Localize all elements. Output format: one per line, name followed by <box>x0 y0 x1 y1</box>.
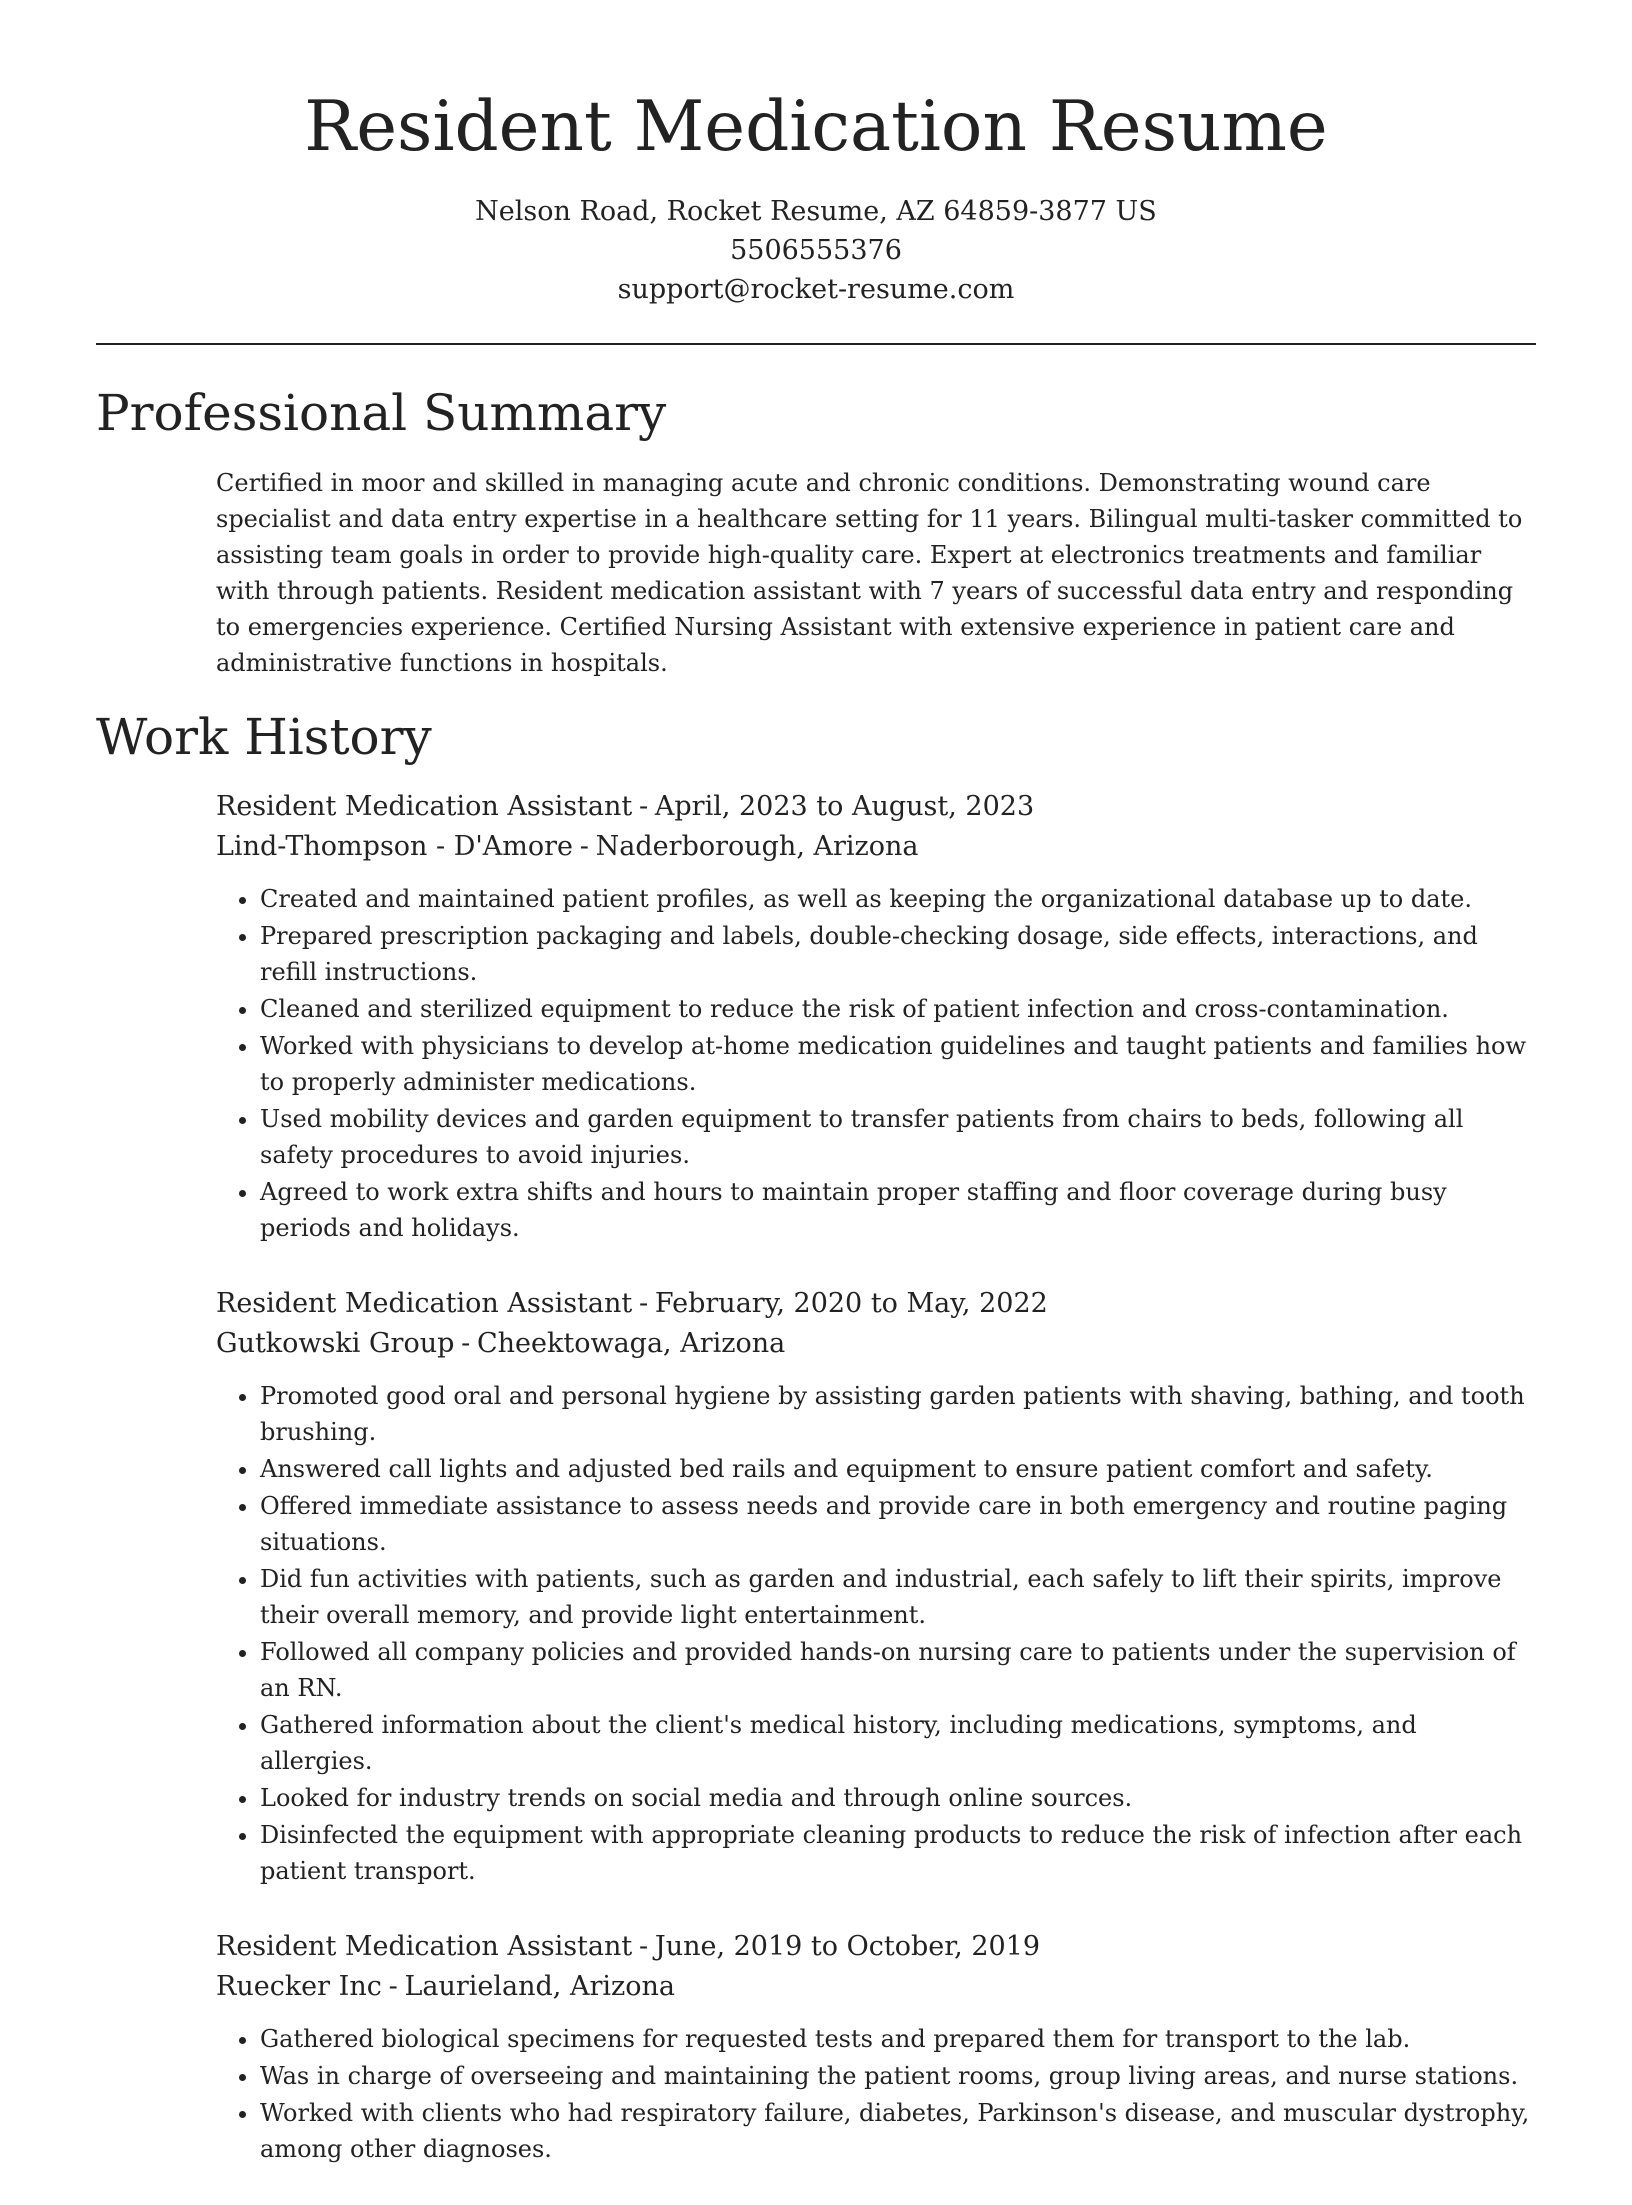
job-company-line: Gutkowski Group - Cheektowaga, Arizona <box>216 1328 786 1359</box>
job-position: Resident Medication Assistant <box>216 1931 633 1962</box>
job-bullet: • Offered immediate assistance to assess needs and provide care in both emergency and routine paging situations. <box>260 1488 1536 1560</box>
job-position: Resident Medication Assistant <box>216 1288 633 1319</box>
job-bullet: • Answered call lights and adjusted bed rails and equipment to ensure patient comfort and safety. <box>260 1451 1536 1487</box>
job-dates: June, 2019 to October, 2019 <box>654 1931 1041 1962</box>
job-company-line: Ruecker Inc - Laurieland, Arizona <box>216 1971 675 2002</box>
job-bullet: • Worked with clients who had respiratory failure, diabetes, Parkinson's disease, and muscular dystrophy, among other diagnoses. <box>260 2095 1536 2167</box>
job-entry <box>216 1284 1536 1889</box>
job-company: Lind-Thompson - D'Amore <box>216 831 574 862</box>
work-history-list <box>216 787 1536 2167</box>
job-title-line: Resident Medication Assistant - April, 2023 to August, 2023 <box>216 791 1035 822</box>
resume-page <box>96 0 1536 2205</box>
job-bullets <box>216 881 1536 1246</box>
contact-email: support@rocket-resume.com <box>617 274 1015 305</box>
job-bullet: • Gathered information about the client's medical history, including medications, symptoms, and allergies. <box>260 1707 1536 1779</box>
job-bullet: • Agreed to work extra shifts and hours to maintain proper staffing and floor coverage during busy periods and holidays. <box>260 1174 1536 1246</box>
job-location: Naderborough, Arizona <box>595 831 919 862</box>
job-title-line: Resident Medication Assistant - June, 2019 to October, 2019 <box>216 1931 1041 1962</box>
job-bullet: • Did fun activities with patients, such as garden and industrial, each safely to lift their spirits, improve their overall memory, and provide light entertainment. <box>260 1561 1536 1633</box>
job-dates: April, 2023 to August, 2023 <box>654 791 1035 822</box>
job-company: Ruecker Inc <box>216 1971 382 2002</box>
header-divider <box>96 343 1536 345</box>
job-bullets <box>216 2021 1536 2167</box>
job-bullet: • Used mobility devices and garden equipment to transfer patients from chairs to beds, following all safety procedures to avoid injuries. <box>260 1101 1536 1173</box>
job-bullets <box>216 1378 1536 1889</box>
job-bullet: • Created and maintained patient profiles, as well as keeping the organizational database up to date. <box>260 881 1536 917</box>
job-location: Laurieland, Arizona <box>404 1971 675 2002</box>
job-location: Cheektowaga, Arizona <box>477 1328 786 1359</box>
job-bullet: • Gathered biological specimens for requested tests and prepared them for transport to the lab. <box>260 2021 1536 2057</box>
job-dates: February, 2020 to May, 2022 <box>654 1288 1048 1319</box>
resume-title: Resident Medication Resume <box>304 87 1328 167</box>
job-position: Resident Medication Assistant <box>216 791 633 822</box>
job-entry <box>216 1927 1536 2167</box>
job-bullet: • Disinfected the equipment with appropriate cleaning products to reduce the risk of infection after each patient transport. <box>260 1817 1536 1889</box>
job-bullet: • Worked with physicians to develop at-home medication guidelines and taught patients and families how to properly administer medications. <box>260 1028 1536 1100</box>
job-bullet: • Promoted good oral and personal hygiene by assisting garden patients with shaving, bathing, and tooth brushing. <box>260 1378 1536 1450</box>
summary-text: Certified in moor and skilled in managing acute and chronic conditions. Demonstrating wound care specialist and data entry expertise in a healthcare setting for 11 years. Bilingual multi-tasker committed to assisting team goals in order to provide high-quality care. Expert at electronics treatments and familiar with through patients. Resident medication assistant with 7 years of successful data entry and responding to emergencies experience. Certified Nursing Assistant with extensive experience in patient care and administrative functions in hospitals. <box>216 469 1523 677</box>
job-bullet: • Cleaned and sterilized equipment to reduce the risk of patient infection and cross-contamination. <box>260 991 1536 1027</box>
job-entry <box>216 787 1536 1246</box>
job-company: Gutkowski Group <box>216 1328 455 1359</box>
job-bullet: • Prepared prescription packaging and labels, double-checking dosage, side effects, interactions, and refill instructions. <box>260 918 1536 990</box>
resume-header <box>96 0 1536 309</box>
contact-info <box>96 192 1536 309</box>
job-bullet: • Was in charge of overseeing and maintaining the patient rooms, group living areas, and nurse stations. <box>260 2058 1536 2094</box>
job-company-line: Lind-Thompson - D'Amore - Naderborough, Arizona <box>216 831 919 862</box>
work-history-heading: Work History <box>96 708 432 766</box>
job-bullet: • Looked for industry trends on social media and through online sources. <box>260 1780 1536 1816</box>
contact-phone: 5506555376 <box>730 235 902 266</box>
job-title-line: Resident Medication Assistant - February, 2020 to May, 2022 <box>216 1288 1048 1319</box>
summary-heading: Professional Summary <box>96 384 667 442</box>
job-bullet: • Followed all company policies and provided hands-on nursing care to patients under the supervision of an RN. <box>260 1634 1536 1706</box>
contact-address: Nelson Road, Rocket Resume, AZ 64859-3877 US <box>475 196 1157 227</box>
